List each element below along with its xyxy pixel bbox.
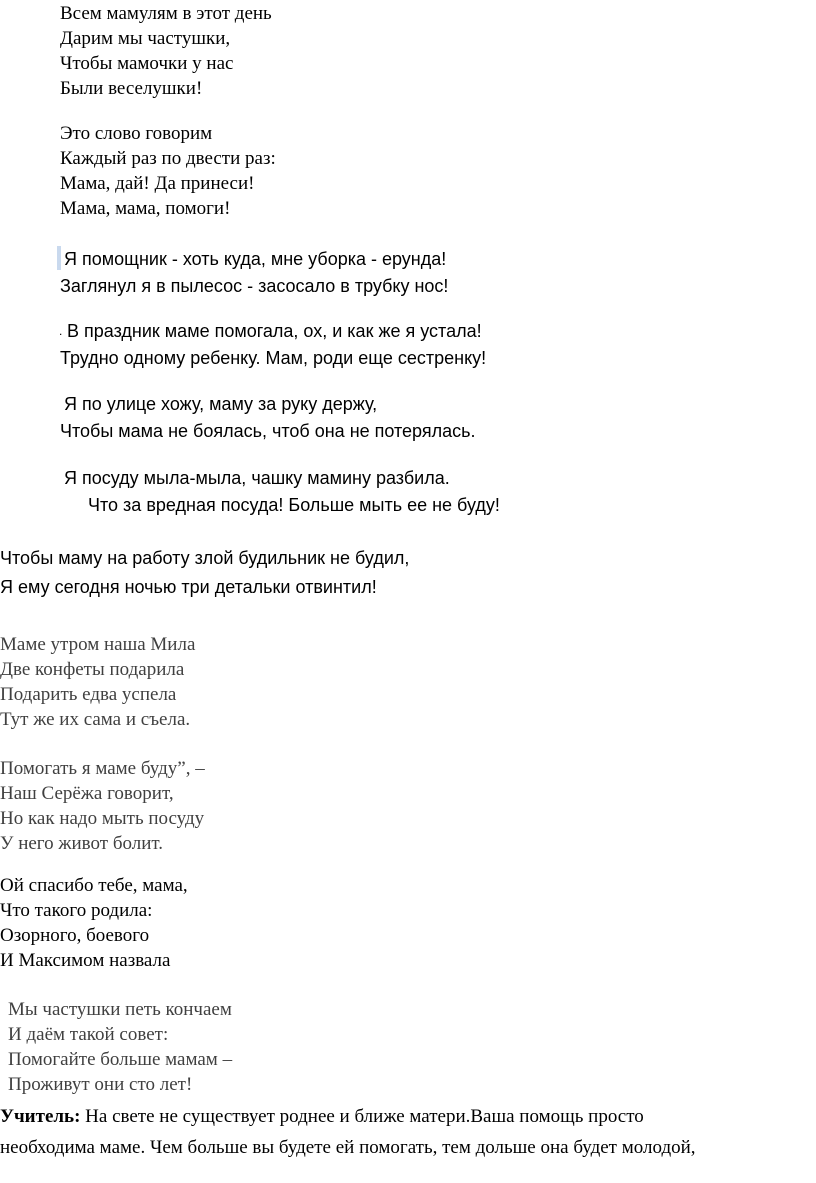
poem1-line-1: Всем мамулям в этот день	[60, 3, 272, 24]
verse-mila-line-3: Подарить едва успела	[0, 684, 177, 705]
couplet5-line-1: Чтобы маму на работу злой будильник не будил,	[0, 548, 410, 568]
poem2-line-3: Мама, дай! Да принеси!	[60, 173, 255, 194]
verse-mila-line-4: Тут же их сама и съела.	[0, 709, 191, 730]
verse-final-line-4: Проживут они сто лет!	[8, 1074, 193, 1095]
teacher-paragraph-line-1	[0, 1106, 644, 1128]
couplet3-line-2: Чтобы мама не боялась, чтоб она не потерялась.	[60, 421, 476, 441]
verse-final-line-1: Мы частушки петь кончаем	[8, 999, 232, 1020]
teacher-label: Учитель:	[0, 1106, 81, 1127]
verse-seryozha-line-1: Помогать я маме буду”, –	[0, 758, 205, 779]
couplet5-line-2: Я ему сегодня ночью три детальки отвинтил!	[0, 577, 377, 597]
couplet4-line-2: Что за вредная посуда! Больше мыть ее не буду!	[88, 495, 500, 515]
poem2-line-1: Это слово говорим	[60, 123, 213, 144]
verse-mila-line-2: Две конфеты подарила	[0, 659, 185, 680]
text-cursor-highlight	[57, 246, 61, 270]
couplet3-line-1: Я по улице хожу, маму за руку держу,	[64, 394, 378, 414]
couplet4-line-1: Я посуду мыла-мыла, чашку мамину разбила.	[64, 468, 450, 488]
poem2-line-2: Каждый раз по двести раз:	[60, 148, 276, 169]
couplet2-line-1: В праздник маме помогала, ох, и как же я устала!	[67, 321, 482, 341]
poem1-line-3: Чтобы мамочки у нас	[60, 53, 234, 74]
verse-seryozha-line-3: Но как надо мыть посуду	[0, 808, 205, 829]
couplet1-line-1: Я помощник - хоть куда, мне уборка - ерунда!	[64, 249, 447, 269]
couplet2-line-2: Трудно одному ребенку. Мам, роди еще сестренку!	[60, 348, 487, 368]
poem2-line-4: Мама, мама, помоги!	[60, 198, 231, 219]
verse-maksim-line-4: И Максимом назвала	[0, 950, 171, 971]
verse-final-line-2: И даём такой совет:	[8, 1024, 169, 1045]
verse-final-line-3: Помогайте больше мамам –	[8, 1049, 233, 1070]
verse-seryozha-line-4: У него живот болит.	[0, 833, 164, 854]
teacher-paragraph-line-2: необходима маме. Чем больше вы будете ей помогать, тем дольше она будет молодой,	[0, 1137, 696, 1158]
couplet2-marker: .	[59, 324, 63, 338]
verse-seryozha-line-2: Наш Серёжа говорит,	[0, 783, 174, 804]
poem1-line-4: Были веселушки!	[60, 78, 203, 99]
teacher-text-1: На свете не существует роднее и ближе матери.Ваша помощь просто	[80, 1106, 644, 1127]
verse-maksim-line-2: Что такого родила:	[0, 900, 153, 921]
verse-maksim-line-3: Озорного, боевого	[0, 925, 150, 946]
poem1-line-2: Дарим мы частушки,	[60, 28, 231, 49]
verse-maksim-line-1: Ой спасибо тебе, мама,	[0, 875, 188, 896]
couplet1-line-2: Заглянул я в пылесос - засосало в трубку нос!	[60, 276, 449, 296]
verse-mila-line-1: Маме утром наша Мила	[0, 634, 196, 655]
